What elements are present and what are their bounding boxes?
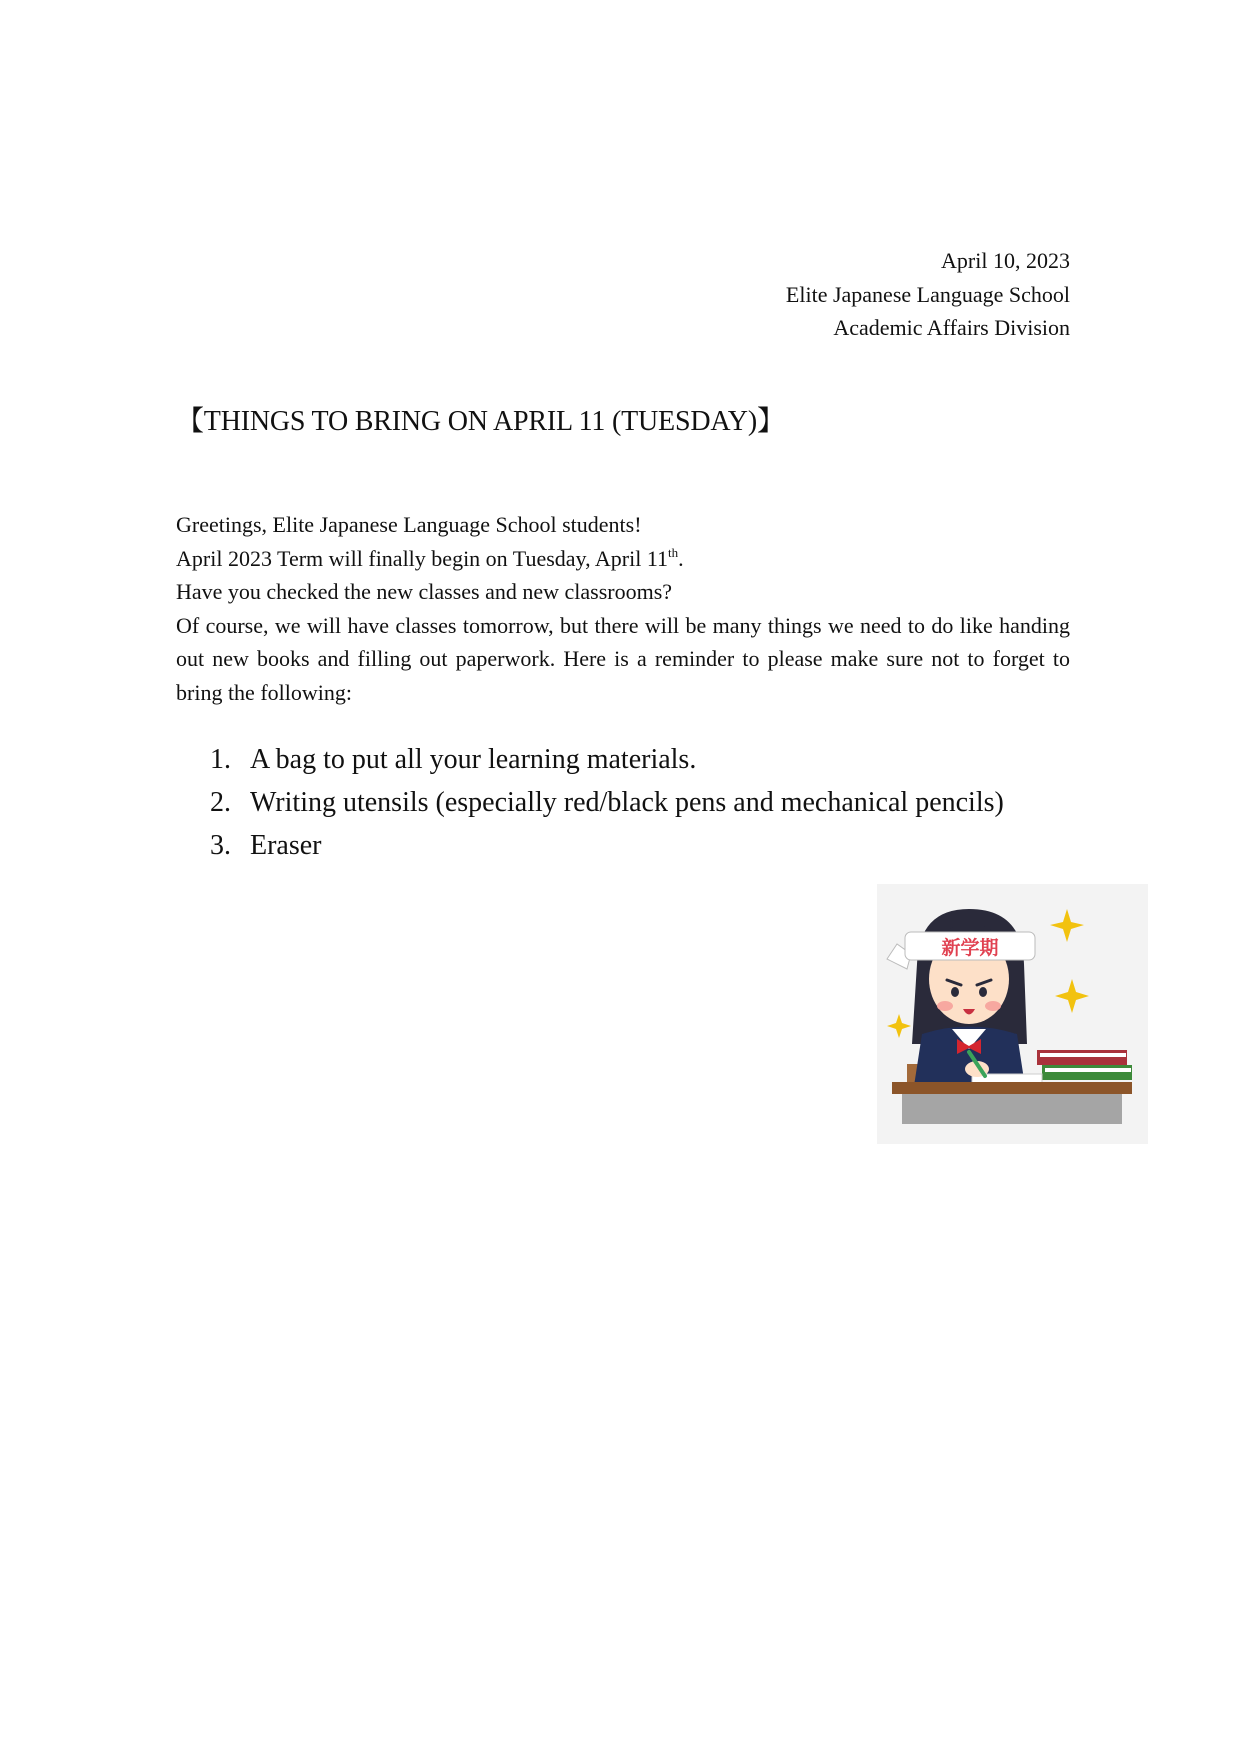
ordinal-suffix: th <box>668 544 679 560</box>
book-stack <box>1037 1050 1132 1080</box>
headband-text: 新学期 <box>941 937 999 959</box>
item-text: Eraser <box>250 830 322 861</box>
list-item <box>210 738 1004 781</box>
item-number: 2. <box>210 787 231 818</box>
letter-body <box>176 508 1070 709</box>
list-item <box>210 824 1004 867</box>
list-item <box>210 781 1004 824</box>
item-number: 3. <box>210 830 231 861</box>
item-text: Writing utensils (especially red/black pens and mechanical pencils) <box>250 787 1004 818</box>
letter-header <box>786 244 1070 345</box>
reminder-paragraph: Of course, we will have classes tomorrow, but there will be many things we need to do like handing out new books and filling out paperwork. Here is a reminder to please make sure not to forget to bring the following: <box>176 612 1070 705</box>
letter-date: April 10, 2023 <box>941 248 1070 273</box>
student-illustration <box>877 884 1148 1144</box>
division-name: Academic Affairs Division <box>833 315 1070 340</box>
item-number: 1. <box>210 744 231 775</box>
page-title: 【THINGS TO BRING ON APRIL 11 (TUESDAY)】 <box>176 406 785 437</box>
greeting-line: Greetings, Elite Japanese Language School students! <box>176 512 642 537</box>
item-text: A bag to put all your learning materials. <box>250 744 697 775</box>
term-line: April 2023 Term will finally begin on Tuesday, April 11th. <box>176 544 684 571</box>
question-line: Have you checked the new classes and new classrooms? <box>176 579 673 604</box>
items-list <box>210 738 1004 867</box>
school-name: Elite Japanese Language School <box>785 281 1070 307</box>
